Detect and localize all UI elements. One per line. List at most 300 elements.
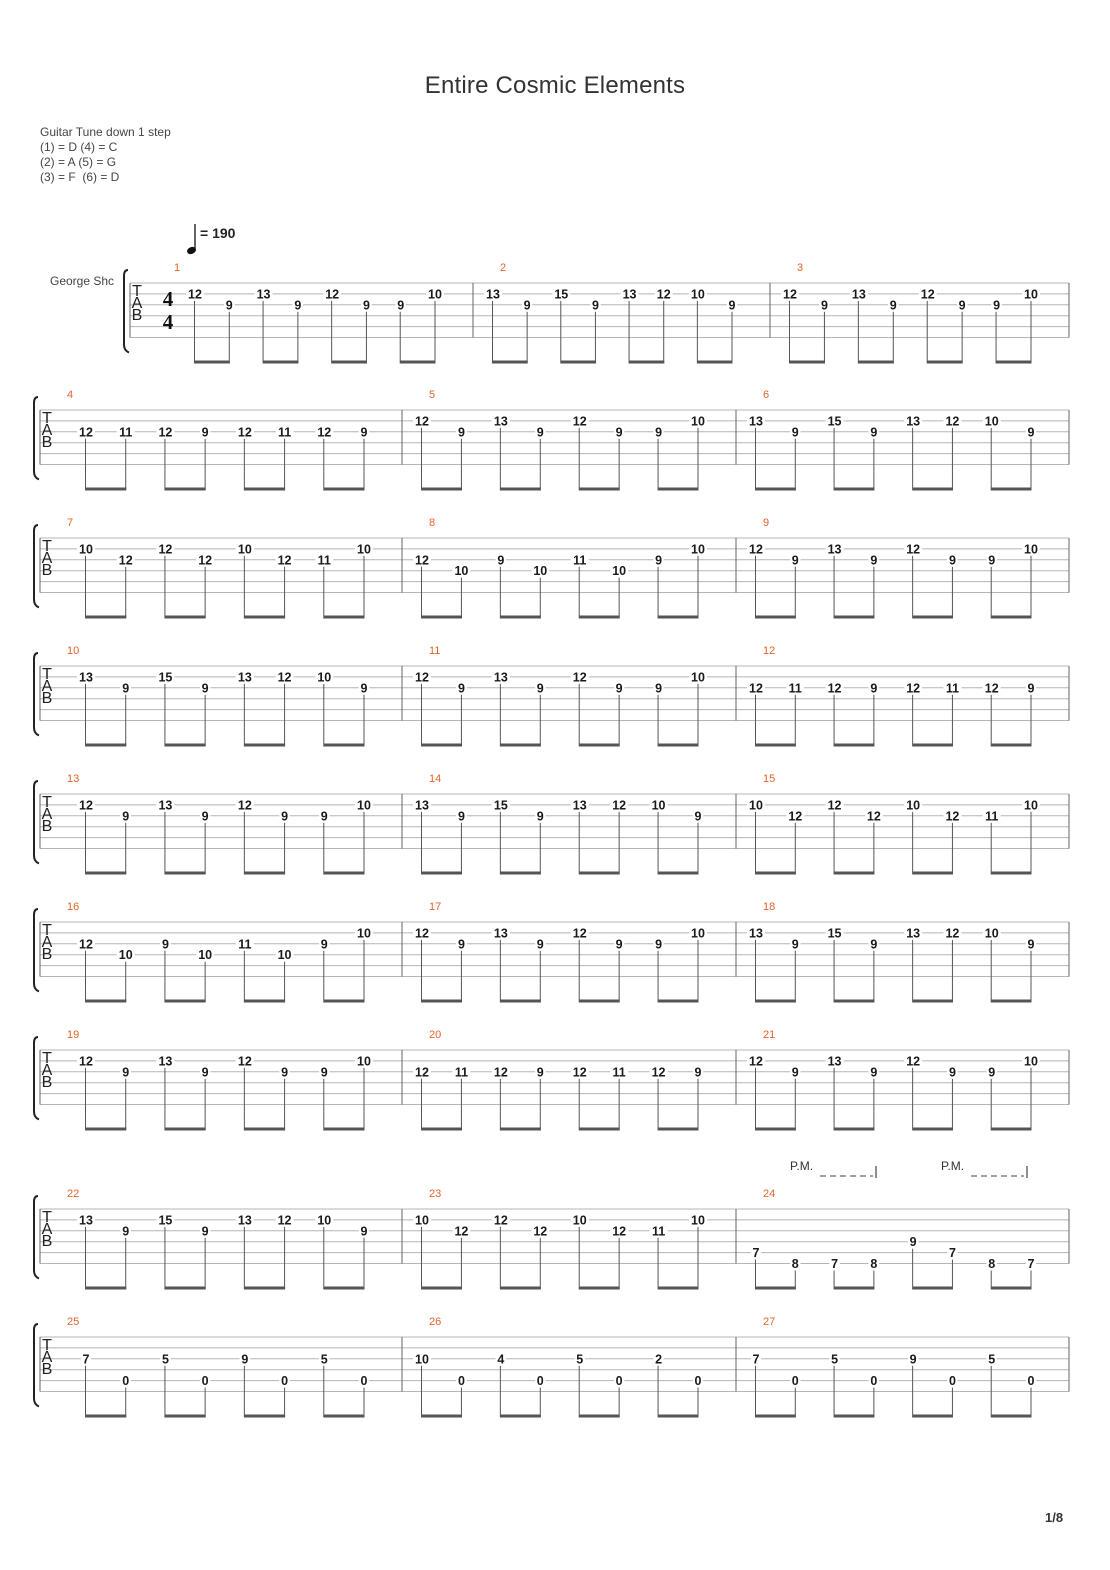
- fret-number: 9: [122, 1224, 130, 1239]
- system-bracket: [34, 781, 39, 864]
- fret-number: 10: [612, 564, 627, 579]
- fret-number: 12: [198, 553, 213, 568]
- fret-number: 13: [237, 1213, 252, 1228]
- fret-number: 9: [201, 681, 209, 696]
- tuning-heading: Guitar Tune down 1 step: [40, 125, 171, 139]
- beam: [697, 361, 732, 364]
- fret-number: 4: [497, 1352, 505, 1367]
- fret-number: 9: [201, 425, 209, 440]
- fret-number: 5: [988, 1352, 996, 1367]
- beam: [165, 488, 206, 491]
- fret-number: 12: [945, 414, 960, 429]
- tab-clef-letter: A: [41, 422, 53, 439]
- measure-number: 26: [429, 1316, 442, 1328]
- fret-number: 10: [357, 542, 371, 557]
- fret-number: 9: [201, 1224, 209, 1239]
- fret-number: 11: [945, 681, 960, 696]
- fret-number: 12: [612, 798, 627, 813]
- beam: [86, 488, 127, 491]
- beam: [834, 1128, 874, 1131]
- beam: [500, 1287, 540, 1290]
- beam: [579, 1415, 619, 1418]
- fret-number: 0: [536, 1374, 544, 1389]
- beam: [834, 744, 874, 747]
- fret-number: 12: [79, 425, 93, 440]
- tab-clef-letter: T: [42, 1050, 52, 1067]
- beam: [165, 744, 206, 747]
- fret-number: 15: [158, 1213, 173, 1228]
- beam: [244, 1000, 285, 1003]
- beam: [927, 361, 962, 364]
- fret-number: 12: [277, 1213, 292, 1228]
- fret-number: 12: [237, 425, 252, 440]
- beam: [324, 1415, 365, 1418]
- fret-number: 12: [415, 553, 429, 568]
- fret-number: 11: [985, 809, 999, 824]
- fret-number: 15: [827, 414, 842, 429]
- measure-number: 19: [67, 1029, 80, 1041]
- beam: [658, 1128, 698, 1131]
- measure-number: 22: [67, 1188, 80, 1200]
- tab-clef-letter: T: [42, 538, 52, 555]
- beam: [834, 1000, 874, 1003]
- fret-number: 12: [454, 1224, 469, 1239]
- beam: [756, 1000, 796, 1003]
- fret-number: 9: [870, 1065, 878, 1080]
- fret-number: 15: [554, 287, 569, 302]
- beam: [422, 1287, 462, 1290]
- tab-clef-letter: B: [41, 1361, 53, 1378]
- beam: [165, 1000, 206, 1003]
- measure-number: 10: [67, 645, 80, 657]
- fret-number: 9: [988, 1065, 996, 1080]
- fret-number: 12: [79, 1054, 93, 1069]
- fret-number: 9: [281, 1065, 289, 1080]
- fret-number: 10: [572, 1213, 587, 1228]
- fret-number: 9: [161, 937, 169, 952]
- fret-number: 10: [984, 926, 999, 941]
- measure-number: 7: [67, 517, 74, 529]
- beam: [422, 488, 462, 491]
- fret-number: 10: [277, 948, 292, 963]
- beam: [756, 1128, 796, 1131]
- beam: [500, 872, 540, 875]
- fret-number: 13: [486, 287, 500, 302]
- fret-number: 5: [576, 1352, 584, 1367]
- fret-number: 11: [612, 1065, 626, 1080]
- fret-number: 0: [870, 1374, 878, 1389]
- fret-number: 12: [866, 809, 881, 824]
- fret-number: 9: [397, 298, 405, 313]
- fret-number: 10: [1024, 287, 1038, 302]
- beam: [422, 1415, 462, 1418]
- fret-number: 9: [870, 425, 878, 440]
- fret-number: 11: [277, 425, 292, 440]
- fret-number: 13: [572, 798, 587, 813]
- fret-number: 9: [1027, 937, 1035, 952]
- beam: [324, 1000, 365, 1003]
- fret-number: 12: [651, 1065, 666, 1080]
- measure-number: 12: [763, 645, 776, 657]
- beam: [263, 361, 298, 364]
- fret-number: 0: [694, 1374, 702, 1389]
- fret-number: 10: [118, 948, 133, 963]
- measure-number: 3: [797, 262, 804, 274]
- beam: [834, 616, 874, 619]
- beam: [500, 488, 540, 491]
- fret-number: 9: [536, 681, 544, 696]
- fret-number: 12: [783, 287, 797, 302]
- tab-clef-letter: A: [41, 1062, 53, 1079]
- fret-number: 13: [851, 287, 866, 302]
- fret-number: 15: [493, 798, 508, 813]
- beam: [756, 1415, 796, 1418]
- fret-number: 10: [651, 798, 666, 813]
- beam: [324, 616, 365, 619]
- beam: [244, 616, 285, 619]
- beam: [500, 1415, 540, 1418]
- beam: [422, 616, 462, 619]
- beam: [756, 616, 796, 619]
- fret-number: 9: [241, 1352, 249, 1367]
- tuning-line: (3) = F (6) = D: [40, 170, 120, 184]
- beam: [165, 1415, 206, 1418]
- tab-clef-letter: A: [41, 550, 53, 567]
- beam: [324, 488, 365, 491]
- system-bracket: [124, 270, 129, 353]
- fret-number: 13: [237, 670, 252, 685]
- measure-number: 14: [429, 773, 442, 785]
- beam: [422, 744, 462, 747]
- fret-number: 12: [572, 1065, 587, 1080]
- beam: [579, 1000, 619, 1003]
- beam: [324, 872, 365, 875]
- palm-mute-label: P.M.: [790, 1159, 814, 1173]
- fret-number: 9: [615, 425, 623, 440]
- fret-number: 12: [945, 926, 960, 941]
- fret-number: 11: [788, 681, 802, 696]
- beam: [324, 1287, 365, 1290]
- beam: [834, 1287, 874, 1290]
- measure-number: 9: [763, 517, 770, 529]
- beam: [996, 361, 1031, 364]
- beam: [244, 1287, 285, 1290]
- beam: [422, 1128, 462, 1131]
- fret-number: 9: [320, 1065, 328, 1080]
- fret-number: 10: [317, 670, 332, 685]
- fret-number: 9: [362, 298, 370, 313]
- fret-number: 12: [533, 1224, 548, 1239]
- beam: [991, 1000, 1031, 1003]
- fret-number: 9: [536, 1065, 544, 1080]
- beam: [579, 616, 619, 619]
- fret-number: 7: [948, 1246, 956, 1261]
- tab-clef-letter: A: [41, 806, 53, 823]
- fret-number: 9: [870, 681, 878, 696]
- tab-clef-letter: B: [41, 1233, 53, 1250]
- fret-number: 9: [694, 809, 702, 824]
- fret-number: 9: [1027, 425, 1035, 440]
- fret-number: 10: [357, 926, 371, 941]
- fret-number: 9: [360, 681, 368, 696]
- beam: [913, 1287, 953, 1290]
- fret-number: 9: [225, 298, 233, 313]
- fret-number: 9: [948, 1065, 956, 1080]
- fret-number: 15: [158, 670, 173, 685]
- tab-clef-letter: A: [131, 295, 143, 312]
- fret-number: 0: [360, 1374, 368, 1389]
- fret-number: 10: [428, 287, 442, 302]
- fret-number: 7: [1027, 1257, 1035, 1271]
- fret-number: 11: [651, 1224, 666, 1239]
- fret-number: 10: [1024, 798, 1038, 813]
- fret-number: 12: [493, 1065, 508, 1080]
- fret-number: 13: [749, 414, 763, 429]
- fret-number: 7: [82, 1352, 90, 1367]
- beam: [500, 1000, 540, 1003]
- fret-number: 12: [237, 1054, 252, 1069]
- fret-number: 11: [573, 553, 587, 568]
- beam: [86, 872, 127, 875]
- fret-number: 10: [237, 542, 252, 557]
- measure-number: 27: [763, 1316, 776, 1328]
- fret-number: 0: [615, 1374, 623, 1389]
- beam: [165, 1128, 206, 1131]
- fret-number: 12: [415, 414, 429, 429]
- fret-number: 8: [791, 1257, 799, 1271]
- tab-clef-letter: B: [41, 690, 53, 707]
- fret-number: 9: [457, 809, 465, 824]
- fret-number: 10: [1024, 542, 1038, 557]
- fret-number: 9: [870, 937, 878, 952]
- palm-mute-label: P.M.: [941, 1159, 965, 1173]
- fret-number: 13: [906, 414, 921, 429]
- fret-number: 10: [749, 798, 763, 813]
- fret-number: 8: [988, 1257, 996, 1271]
- beam: [658, 1000, 698, 1003]
- tab-clef-letter: T: [42, 794, 52, 811]
- fret-number: 13: [493, 926, 508, 941]
- fret-number: 9: [523, 298, 531, 313]
- measure-number: 20: [429, 1029, 442, 1041]
- fret-number: 9: [615, 681, 623, 696]
- fret-number: 10: [357, 1054, 371, 1069]
- measure-number: 25: [67, 1316, 80, 1328]
- beam: [991, 1128, 1031, 1131]
- measure-number: 1: [174, 262, 181, 274]
- beam: [500, 616, 540, 619]
- fret-number: 13: [622, 287, 637, 302]
- tab-clef-letter: A: [41, 678, 53, 695]
- tab-clef-letter: T: [42, 1337, 52, 1354]
- song-title: Entire Cosmic Elements: [424, 72, 686, 99]
- fret-number: 9: [591, 298, 599, 313]
- beam: [324, 1128, 365, 1131]
- beam: [244, 1415, 285, 1418]
- beam: [756, 872, 796, 875]
- fret-number: 9: [122, 809, 130, 824]
- fret-number: 9: [655, 553, 663, 568]
- beam: [561, 361, 596, 364]
- fret-number: 9: [201, 809, 209, 824]
- fret-number: 10: [454, 564, 469, 579]
- fret-number: 0: [457, 1374, 465, 1389]
- fret-number: 0: [281, 1374, 289, 1389]
- beam: [86, 1000, 127, 1003]
- tab-clef-letter: B: [41, 818, 53, 835]
- tab-clef-letter: B: [131, 307, 143, 324]
- fret-number: 12: [920, 287, 935, 302]
- beam: [658, 744, 698, 747]
- beam: [579, 1287, 619, 1290]
- beam: [86, 1415, 127, 1418]
- fret-number: 12: [277, 553, 292, 568]
- beam: [324, 744, 365, 747]
- fret-number: 13: [749, 926, 763, 941]
- fret-number: 12: [749, 681, 763, 696]
- beam: [165, 1287, 206, 1290]
- fret-number: 10: [691, 670, 705, 685]
- fret-number: 12: [827, 798, 842, 813]
- fret-number: 12: [906, 542, 921, 557]
- beam: [244, 1128, 285, 1131]
- fret-number: 7: [752, 1352, 760, 1367]
- system-bracket: [34, 1196, 39, 1279]
- tab-clef-letter: A: [41, 1221, 53, 1238]
- fret-number: 12: [79, 937, 93, 952]
- fret-number: 12: [415, 670, 429, 685]
- fret-number: 13: [79, 670, 93, 685]
- beam: [579, 872, 619, 875]
- tab-clef-letter: A: [41, 1349, 53, 1366]
- fret-number: 10: [691, 542, 705, 557]
- beam: [658, 616, 698, 619]
- fret-number: 9: [457, 425, 465, 440]
- fret-number: 0: [791, 1374, 799, 1389]
- measure-number: 5: [429, 389, 436, 401]
- beam: [658, 872, 698, 875]
- fret-number: 9: [948, 553, 956, 568]
- fret-number: 9: [360, 425, 368, 440]
- fret-number: 10: [415, 1213, 429, 1228]
- tab-clef-letter: A: [41, 934, 53, 951]
- fret-number: 12: [237, 798, 252, 813]
- beam: [991, 1287, 1031, 1290]
- fret-number: 9: [820, 298, 828, 313]
- beam: [400, 361, 435, 364]
- beam: [913, 488, 953, 491]
- tuning-line: (1) = D (4) = C: [40, 140, 118, 154]
- fret-number: 12: [788, 809, 803, 824]
- beam: [244, 872, 285, 875]
- tempo-value: = 190: [200, 225, 236, 241]
- tab-clef-letter: T: [42, 410, 52, 427]
- fret-number: 12: [612, 1224, 627, 1239]
- beam: [86, 616, 127, 619]
- fret-number: 10: [317, 1213, 332, 1228]
- measure-number: 2: [500, 262, 507, 274]
- beam: [658, 1415, 698, 1418]
- beam: [195, 361, 230, 364]
- fret-number: 9: [536, 937, 544, 952]
- fret-number: 9: [320, 937, 328, 952]
- beam: [579, 1128, 619, 1131]
- beam: [579, 744, 619, 747]
- fret-number: 12: [827, 681, 842, 696]
- system-bracket: [34, 1324, 39, 1407]
- fret-number: 9: [655, 681, 663, 696]
- beam: [913, 872, 953, 875]
- time-signature-top: 4: [162, 287, 174, 311]
- fret-number: 12: [572, 670, 587, 685]
- fret-number: 12: [158, 542, 173, 557]
- beam: [756, 488, 796, 491]
- beam: [658, 1287, 698, 1290]
- fret-number: 9: [655, 937, 663, 952]
- fret-number: 10: [357, 798, 371, 813]
- tab-clef-letter: B: [41, 434, 53, 451]
- fret-number: 7: [752, 1246, 760, 1261]
- fret-number: 13: [493, 670, 508, 685]
- tab-clef-letter: B: [41, 562, 53, 579]
- fret-number: 12: [493, 1213, 508, 1228]
- tab-clef-letter: T: [42, 1209, 52, 1226]
- fret-number: 12: [749, 1054, 763, 1069]
- beam: [629, 361, 664, 364]
- system-bracket: [34, 1037, 39, 1120]
- fret-number: 10: [906, 798, 921, 813]
- beam: [500, 1128, 540, 1131]
- fret-number: 9: [791, 937, 799, 952]
- fret-number: 9: [655, 425, 663, 440]
- fret-number: 9: [791, 425, 799, 440]
- tab-clef-letter: T: [42, 666, 52, 683]
- fret-number: 13: [827, 1054, 842, 1069]
- measure-number: 15: [763, 773, 776, 785]
- time-signature-bottom: 4: [162, 310, 174, 334]
- fret-number: 10: [691, 414, 705, 429]
- beam: [332, 361, 367, 364]
- fret-number: 12: [945, 809, 960, 824]
- beam: [991, 872, 1031, 875]
- beam: [244, 744, 285, 747]
- beam: [913, 1000, 953, 1003]
- fret-number: 12: [158, 425, 173, 440]
- measure-number: 21: [763, 1029, 776, 1041]
- measure-number: 8: [429, 517, 436, 529]
- instrument-name: George Shc: [50, 274, 115, 288]
- fret-number: 10: [691, 1213, 705, 1228]
- fret-number: 12: [325, 287, 340, 302]
- beam: [991, 744, 1031, 747]
- fret-number: 9: [1027, 681, 1035, 696]
- beam: [244, 488, 285, 491]
- fret-number: 13: [493, 414, 508, 429]
- tab-clef-letter: T: [132, 283, 142, 300]
- fret-number: 7: [831, 1257, 839, 1271]
- fret-number: 9: [988, 553, 996, 568]
- fret-number: 0: [201, 1374, 209, 1389]
- fret-number: 9: [201, 1065, 209, 1080]
- measure-number: 6: [763, 389, 770, 401]
- fret-number: 9: [870, 553, 878, 568]
- beam: [500, 744, 540, 747]
- fret-number: 0: [122, 1374, 130, 1389]
- fret-number: 10: [984, 414, 999, 429]
- measure-number: 17: [429, 901, 442, 913]
- fret-number: 9: [320, 809, 328, 824]
- measure-number: 4: [67, 389, 74, 401]
